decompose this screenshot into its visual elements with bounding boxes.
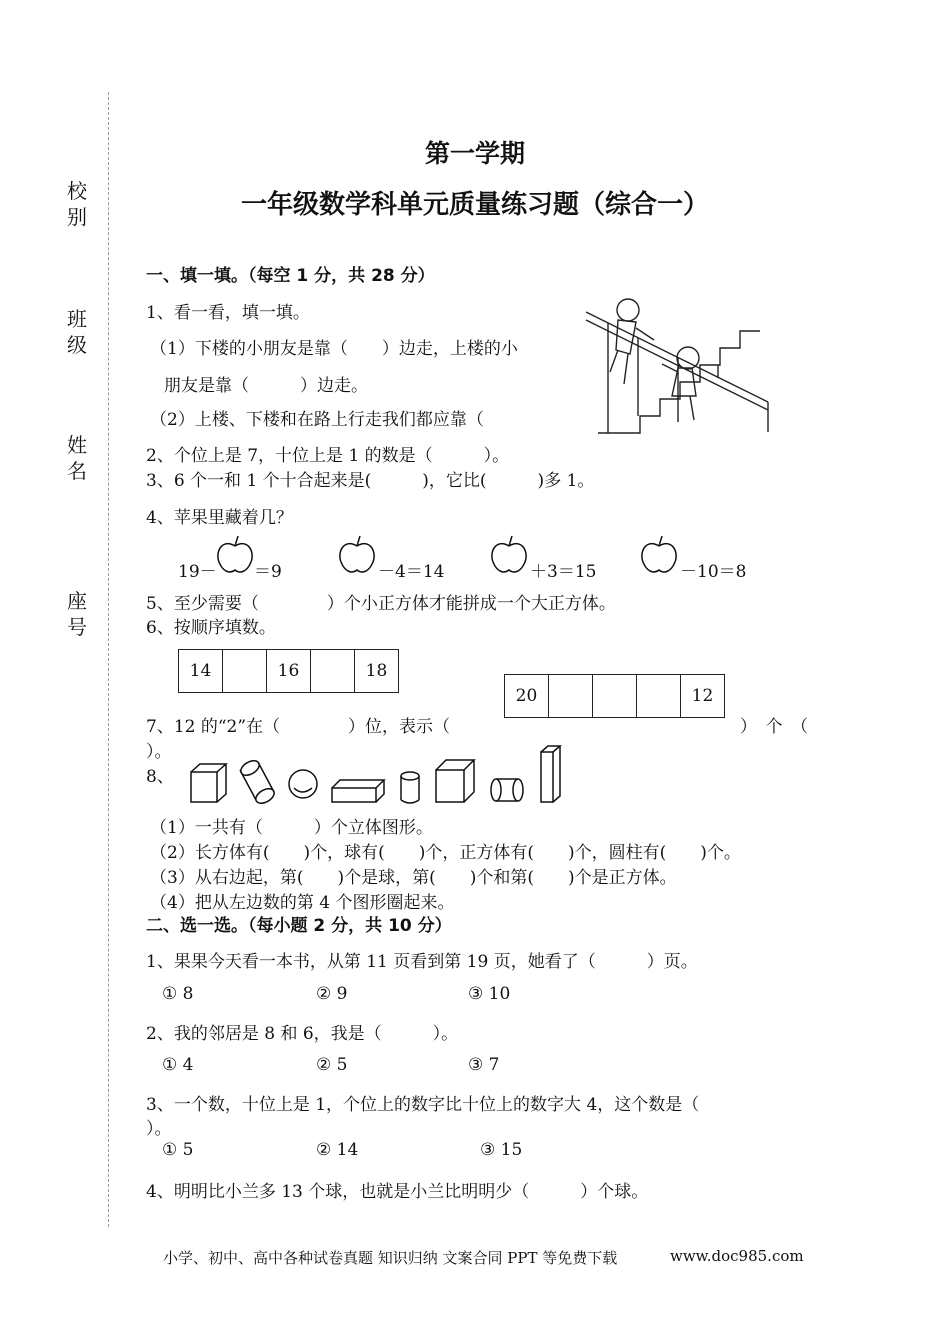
section1-heading: 一、填一填。（每空 1 分，共 28 分）: [146, 266, 435, 286]
s2-q1-opt2[interactable]: ② 9: [316, 984, 348, 1004]
s2-q1-opt3[interactable]: ③ 10: [468, 984, 511, 1004]
apple-icon: [638, 534, 680, 576]
q1-q5: 5、至少需要（ ）个小正方体才能拼成一个大正方体。: [146, 594, 616, 614]
seq2-cell: 12: [681, 675, 725, 718]
apple-eq-2: －4＝14: [378, 562, 445, 582]
cube-icon: [436, 760, 474, 802]
solid-shapes: [186, 742, 586, 806]
s2-q2-opt3[interactable]: ③ 7: [468, 1055, 500, 1075]
s2-q4: 4、明明比小兰多 13 个球，也就是小兰比明明少（ ）个球。: [146, 1182, 649, 1202]
school-label: 校 别: [67, 179, 87, 229]
apple-icon: [488, 534, 530, 576]
cylinder-icon: [238, 758, 276, 806]
q8-3: （3）从右边起，第( )个是球，第( )个和第( )个是正方体。: [150, 868, 677, 888]
q1-1: 1、看一看，填一填。: [146, 303, 310, 323]
q1-q3: 3、6 个一和 1 个十合起来是( )，它比( )多 1。: [146, 471, 595, 491]
cylinder-icon: [491, 779, 523, 801]
apple-eq-1-prefix: 19－: [178, 562, 217, 582]
term-title: 第一学期: [424, 139, 525, 168]
apple-eq-3: ＋3＝15: [530, 562, 597, 582]
s2-q3-opt1[interactable]: ① 5: [162, 1140, 194, 1160]
apple-eq-4: －10＝8: [680, 562, 747, 582]
seq2-cell: 20: [505, 675, 549, 718]
sequence-table-2: [504, 674, 725, 718]
sequence-table-1: [178, 649, 399, 693]
footer-text: 小学、初中、高中各种试卷真题 知识归纳 文案合同 PPT 等免费下载: [163, 1249, 618, 1267]
seat-label: 座 号: [67, 589, 87, 639]
seq1-cell[interactable]: [223, 650, 267, 693]
ball-icon: [289, 770, 317, 798]
cuboid-icon: [541, 746, 560, 802]
s2-q2-opt2[interactable]: ② 5: [316, 1055, 348, 1075]
q8-2: （2）长方体有( )个，球有( )个，正方体有( )个，圆柱有( )个。: [150, 843, 741, 863]
cuboid-icon: [332, 780, 384, 802]
q1-q8: 8、: [146, 767, 174, 787]
page-title: 一年级数学科单元质量练习题（综合一）: [240, 190, 709, 220]
stairs-illustration: [578, 292, 778, 438]
q1-1b: 朋友是靠（ ）边走。: [164, 376, 368, 396]
s2-q3b: ）。: [146, 1119, 172, 1139]
s2-q1-opt1[interactable]: ① 8: [162, 984, 194, 1004]
q8-4: （4）把从左边数的第 4 个图形圈起来。: [150, 893, 455, 913]
q1-q7a: 7、12 的“2”在（ ）位，表示（: [146, 717, 451, 737]
q8-1: （1）一共有（ ）个立体图形。: [150, 818, 433, 838]
apple-icon: [214, 534, 256, 576]
apple-icon: [336, 534, 378, 576]
s2-q3a: 3、一个数，十位上是 1，个位上的数字比十位上的数字大 4，这个数是（: [146, 1095, 700, 1115]
seq1-cell: 16: [267, 650, 311, 693]
s2-q1: 1、果果今天看一本书，从第 11 页看到第 19 页，她看了（ ）页。: [146, 952, 698, 972]
q1-1a: （1）下楼的小朋友是靠（ ）边走，上楼的小: [150, 339, 518, 359]
class-label: 班 级: [67, 307, 87, 357]
cube-icon: [191, 764, 226, 802]
q1-q4: 4、苹果里藏着几？: [146, 508, 293, 528]
q1-q7c: ）。: [146, 742, 172, 762]
seq2-cell[interactable]: [637, 675, 681, 718]
seq1-cell: 14: [179, 650, 223, 693]
seq1-cell: 18: [355, 650, 399, 693]
q1-q6: 6、按顺序填数。: [146, 618, 276, 638]
section2-heading: 二、选一选。（每小题 2 分，共 10 分）: [146, 916, 452, 936]
apple-eq-1-suffix: ＝9: [254, 562, 282, 582]
binding-line: [108, 92, 109, 1227]
cylinder-icon: [401, 772, 419, 803]
name-label: 姓 名: [67, 433, 87, 483]
q1-q7b: ） 个 （: [740, 717, 808, 737]
footer-url[interactable]: www.doc985.com: [670, 1247, 804, 1265]
q1-q2: 2、个位上是 7，十位上是 1 的数是（ ）。: [146, 446, 510, 466]
s2-q3-opt2[interactable]: ② 14: [316, 1140, 359, 1160]
seq1-cell[interactable]: [311, 650, 355, 693]
s2-q2-opt1[interactable]: ① 4: [162, 1055, 194, 1075]
seq2-cell[interactable]: [549, 675, 593, 718]
s2-q3-opt3[interactable]: ③ 15: [480, 1140, 523, 1160]
q1-2: （2）上楼、下楼和在路上行走我们都应靠（: [150, 410, 484, 430]
seq2-cell[interactable]: [593, 675, 637, 718]
s2-q2: 2、我的邻居是 8 和 6，我是（ ）。: [146, 1024, 459, 1044]
